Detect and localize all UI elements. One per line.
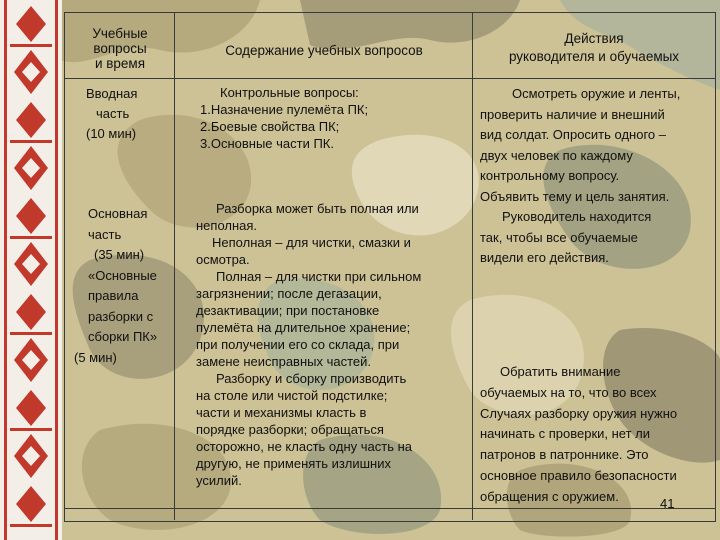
- row2-time-cell: Основная часть (35 мин) «Основные правила разборки с сборки ПК» (5 мин): [74, 206, 158, 365]
- table-column-divider: [472, 12, 473, 520]
- row1-content-cell: Контрольные вопросы: 1.Назначение пулемёта ПК; 2.Боевые свойства ПК; 3.Основные части ПК.: [200, 85, 369, 151]
- row2-actions-cell: Обратить внимание обучаемых на то, что во всех Случаях разборку оружия нужно начинать с проверки, нет ли патронов в патроннике. Это основное правило безопасности обращения с оружием.: [480, 364, 678, 504]
- decorative-ornament-strip: [0, 0, 62, 540]
- row1-actions-cell: Осмотреть оружие и ленты, проверить наличие и внешний вид солдат. Опросить одного – двух человек по каждому контрольному вопросу. Объявить тему и цель занятия. Руководитель находится так, чтобы все обучаемые видели его действия.: [480, 86, 681, 265]
- header-col-actions: Действия руководителя и обучаемых: [508, 31, 680, 64]
- header-col-content: Содержание учебных вопросов: [225, 43, 423, 58]
- row1-time-cell: Вводная часть (10 мин): [86, 86, 138, 141]
- table-bottom-divider: [64, 508, 715, 509]
- ornament-pattern-icon: [0, 0, 62, 540]
- page-number: 41: [660, 496, 675, 511]
- row2-content-cell: Разборка может быть полная или неполная. Неполная – для чистки, смазки и осмотра. Полная – для чистки при сильном загрязнении; после дегазации, дезактивации; при постановке пулемёта на длительное хранение; при получении его со склада, при замене неисправных частей. Разборку и сборку производить на столе или чистой подстилке; части и механизмы класть в порядке разборки; обращаться осторожно, не класть одну часть на другую, не применять излишних усилий.: [196, 201, 422, 488]
- header-col-time: Учебные вопросы и время: [92, 26, 148, 71]
- table-header-divider: [64, 78, 715, 79]
